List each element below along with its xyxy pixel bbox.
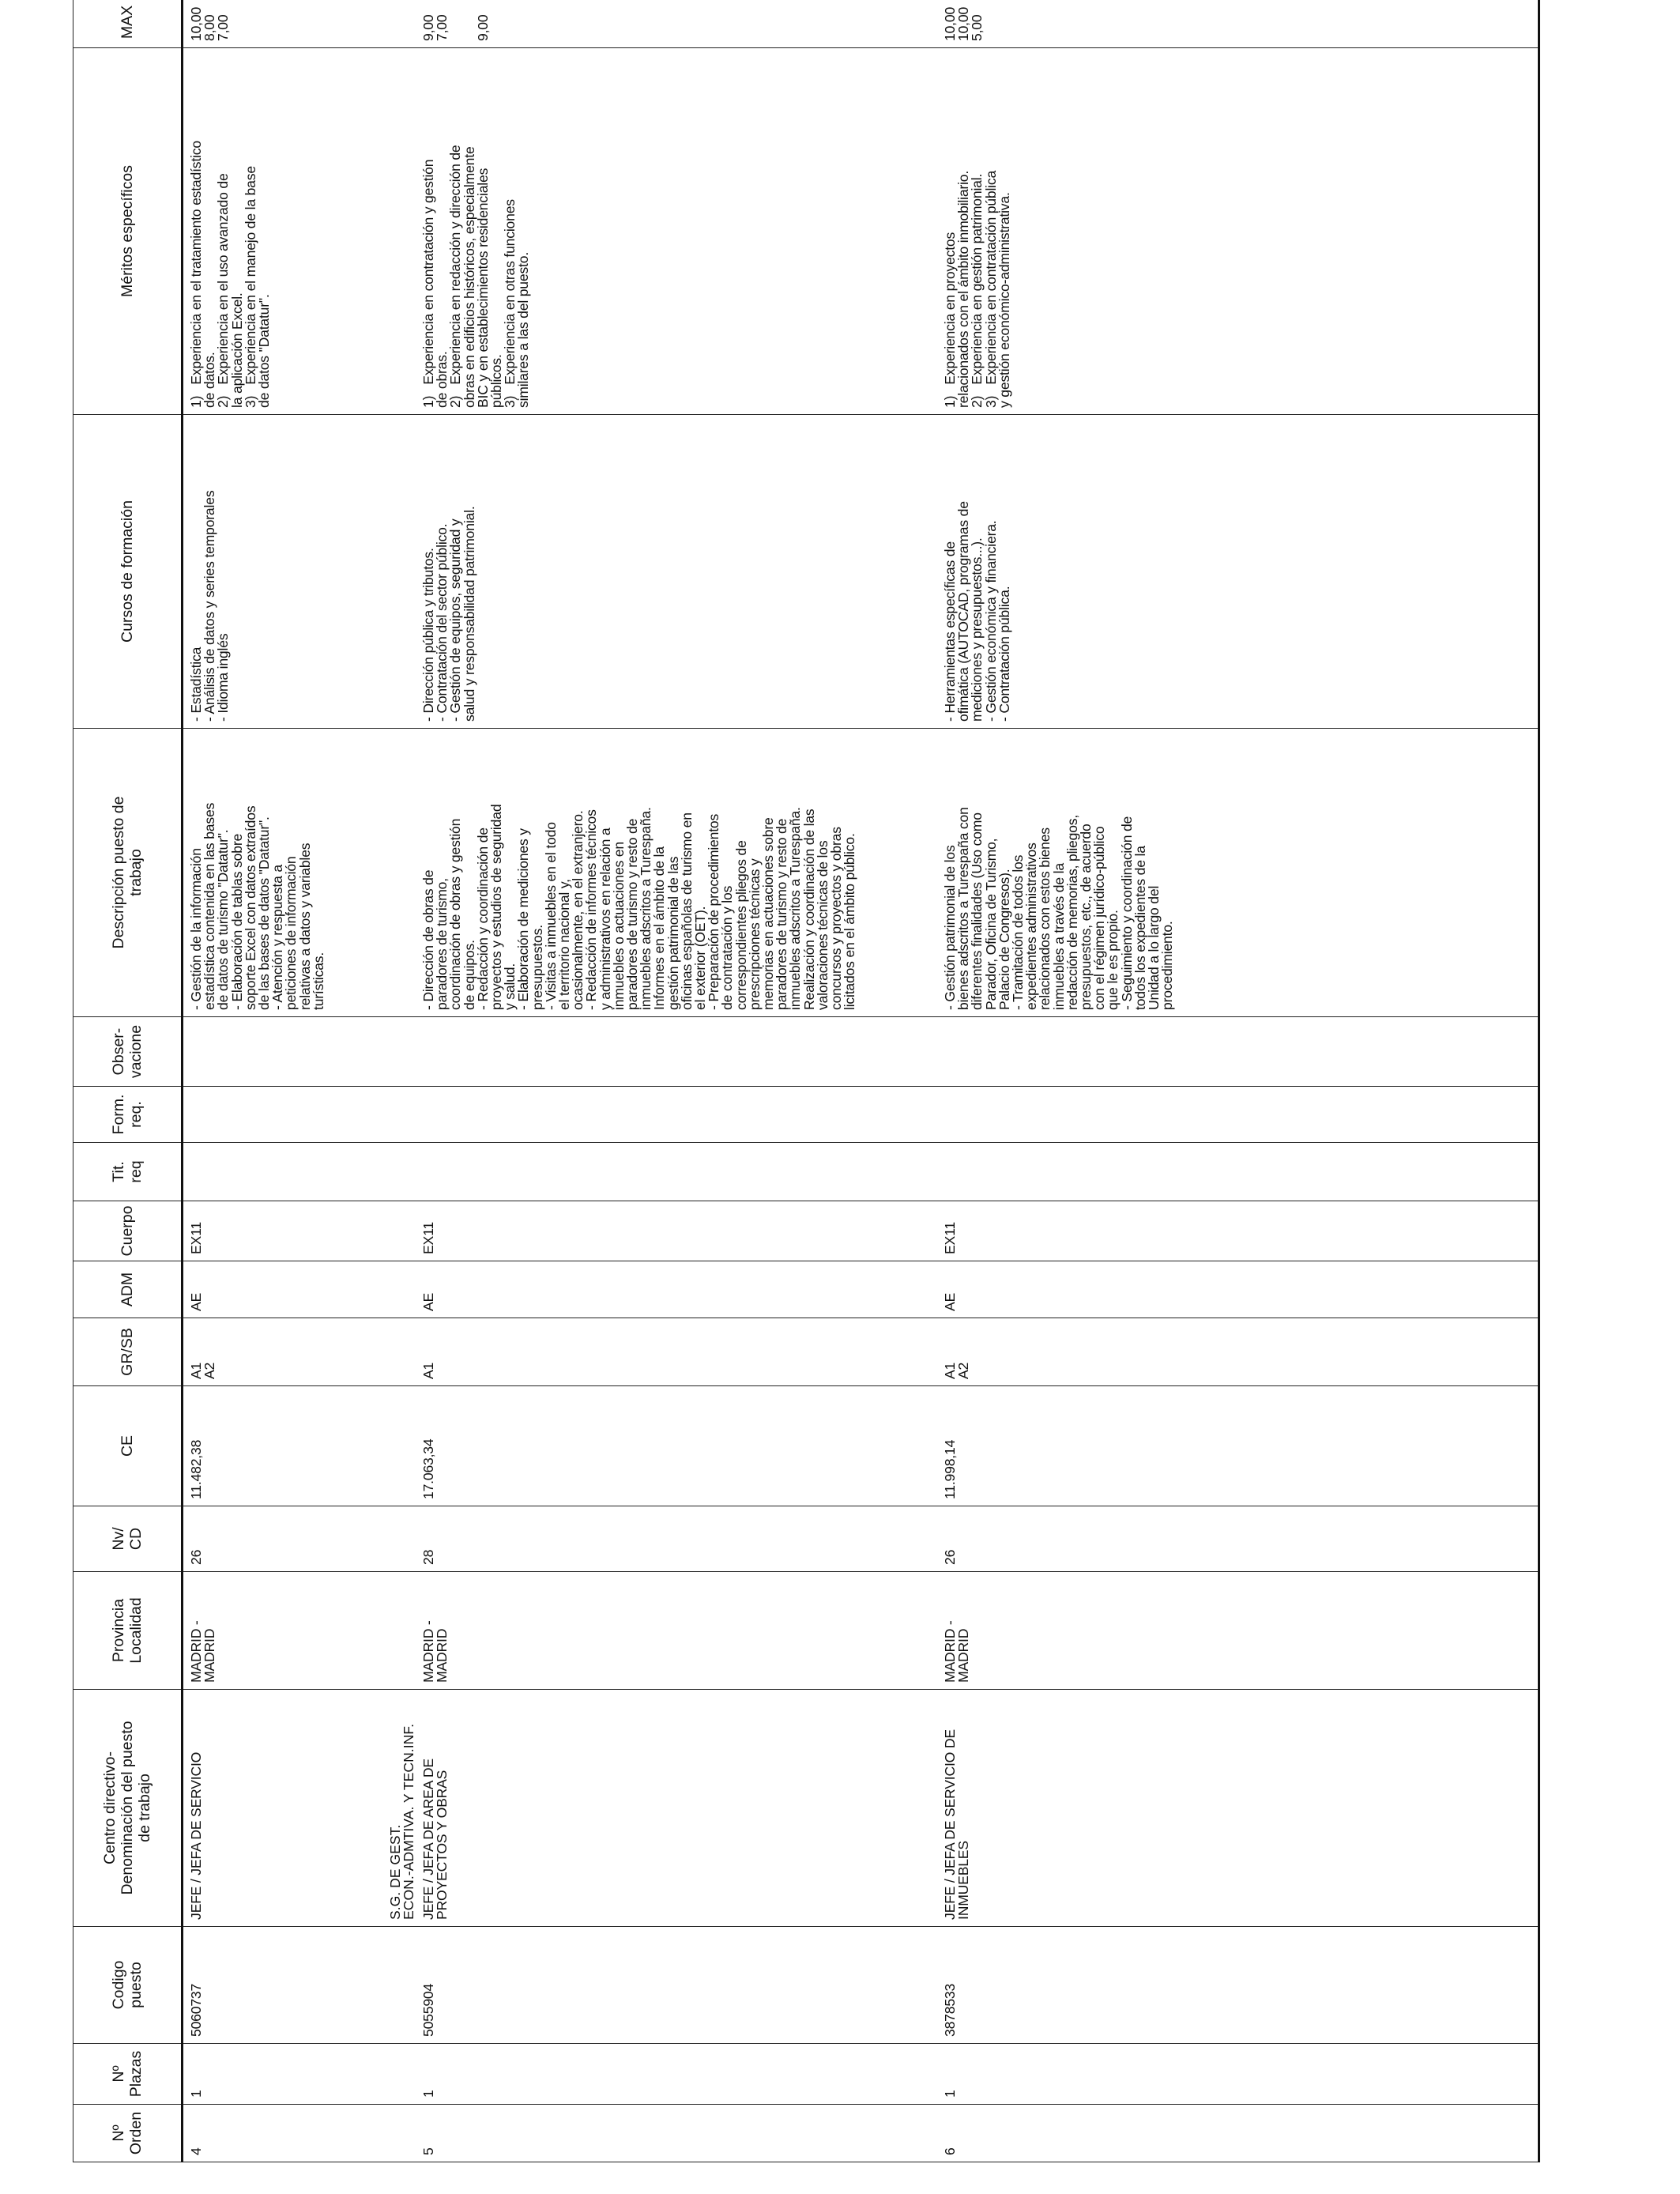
plazas-value: 1 (942, 2090, 958, 2098)
col-adm (183, 1261, 1539, 1318)
header-orden: Nº Orden (73, 2105, 183, 2162)
col-titulacion (183, 1143, 1539, 1201)
cuerpo-value: EX11 (188, 1222, 204, 1254)
ce-value: 17.063,34 (420, 1438, 436, 1499)
header-plazas: Nº Plazas (73, 2044, 183, 2105)
ce-value: 11.482,38 (188, 1439, 204, 1499)
cuerpo-value: EX11 (420, 1222, 436, 1254)
adm-value: AE (942, 1292, 958, 1311)
grupo-value: A1 (420, 1362, 436, 1379)
descripcion-value: - Dirección de obras de paradores de turismo, coordinación de obras y gestión de equipos. - Redacción y coordinación de proyectos y estudios de seguridad y salud. - Elaboración de mediciones y presupuestos. - Visitas a inmuebles en el todo el territorio nacional y, ocasionalmente, en el extranjero. - Redacción de informes técnicos y administrativos en relación a inmuebles o actuaciones en paradores de turismo y resto de inmuebles adscritos a Turespaña. Informes en el ámbito de la gestión patrimonial de las oficinas españolas de turismo en el exterior (OET). - Preparación de procedimientos de contratación y los correspondientes pliegos de prescripciones técnicas y memorias en actuaciones sobre paradores de turismo y resto de inmuebles adscritos a Turespaña. Realización y coordinación de las valoraciones técnicas de los concursos y proyectos y obras licitados en el ámbito público. (420, 804, 858, 1010)
col-grupo (183, 1318, 1539, 1386)
header-grupo: GR/SB (73, 1318, 183, 1386)
cursos-value: - Estadística - Análisis de datos y series temporales - Idioma inglés (188, 490, 232, 722)
header-observaciones: Obser- vacione (73, 1017, 183, 1087)
meritos-value: 1) Experiencia en proyectos relacionados con el ámbito inmobiliario. 2) Experiencia en gestión patrimonial. 3) Experiencia en contratación pública y gestión económico-administrativa. (942, 170, 1012, 408)
grupo-value: A1 A2 (188, 1362, 218, 1379)
header-max: MAX (73, 0, 183, 48)
orden-value: 4 (188, 2147, 204, 2155)
header-adm: ADM (73, 1261, 183, 1318)
ce-value: 11.998,14 (942, 1439, 958, 1499)
codigo-value: 5055904 (420, 1983, 436, 2037)
orden-value: 5 (420, 2147, 436, 2155)
header-codigo: Codigo puesto (73, 1927, 183, 2044)
header-cuerpo: Cuerpo (73, 1201, 183, 1261)
header-ce: CE (73, 1386, 183, 1506)
provincia-value: MADRID - MADRID (420, 1620, 450, 1683)
col-meritos (183, 48, 1539, 415)
cursos-value: - Dirección pública y tributos. - Contratación del sector público. - Gestión de equipos, seguridad y salud y responsabilidad patrimonial. (420, 506, 477, 722)
cursos-value: - Herramientas específicas de ofimática (AUTOCAD, programas de mediciones y presupuestos...). - Gestión económica y financiera. - Contratación pública. (942, 501, 1012, 722)
max-value: 10,00 8,00 7,00 (188, 6, 232, 41)
centro-value: JEFE / JEFA DE SERVICIO (188, 1751, 204, 1920)
adm-value: AE (420, 1292, 436, 1311)
max-value: 10,00 10,00 5,00 (942, 6, 985, 41)
col-observaciones (183, 1017, 1539, 1087)
nivel-value: 26 (942, 1549, 958, 1565)
descripcion-value: - Gestión patrimonial de los bienes adscritos a Turespaña con diferentes finalidades (Uso como Parador, Oficina de Turismo, Palacio de Congresos). - Tramitación de todos los expedientes administrativos relacionados con estos bienes inmuebles a través de la redacción de memorias, pliegos, presupuestos, etc., de acuerdo con el régimen jurídico-público que le es propio. - Seguimiento y coordinación de todos los expedientes de la Unidad a lo largo del procedimiento. (942, 807, 1176, 1010)
header-nivel: Nv/ CD (73, 1506, 183, 1572)
header-meritos: Méritos específicos (73, 48, 183, 415)
col-plazas (183, 2044, 1539, 2105)
codigo-value: 3878533 (942, 1983, 958, 2037)
col-centro (183, 1690, 1539, 1927)
nivel-value: 28 (420, 1549, 436, 1565)
col-nivel (183, 1506, 1539, 1572)
col-codigo (183, 1927, 1539, 2044)
centro-value: JEFE / JEFA DE SERVICIO DE INMUEBLES (942, 1729, 972, 1920)
descripcion-value: - Gestión de la información estadística contenida en las bases de datos de turismo "Datatur". - Elaboración de tablas sobre soporte Excel con datos extraídos de las bases de datos "Datatur". - Atención y respuesta a peticiones de información relativas a datos y variables turísticas. (188, 802, 326, 1010)
header-row (73, 0, 183, 2162)
header-provincia: Provincia Localidad (73, 1572, 183, 1690)
header-descripcion: Descripción puesto de trabajo (73, 729, 183, 1017)
header-titulacion: Tit. req (73, 1143, 183, 1201)
col-ce (183, 1386, 1539, 1506)
header-centro: Centro directivo- Denominación del puesto de trabajo (73, 1690, 183, 1927)
col-orden (183, 2105, 1539, 2162)
col-cursos (183, 415, 1539, 729)
provincia-value: MADRID - MADRID (188, 1620, 218, 1683)
adm-value: AE (188, 1292, 204, 1311)
col-provincia (183, 1572, 1539, 1690)
provincia-value: MADRID - MADRID (942, 1620, 972, 1683)
orden-value: 6 (942, 2147, 958, 2155)
col-descripcion (183, 729, 1539, 1017)
subdirection-label: S.G. DE GEST. ECON.-ADMTIVA. Y TECN.INF. (387, 1724, 417, 1920)
centro-value: JEFE / JEFA DE AREA DE PROYECTOS Y OBRAS (420, 1759, 450, 1920)
table-body (183, 0, 1539, 2162)
job-positions-table (73, 0, 1540, 2162)
plazas-value: 1 (420, 2090, 436, 2098)
meritos-value: 1) Experiencia en contratación y gestión de obras. 2) Experiencia en redacción y dirección de obras en edificios históricos, especialmente BIC y en establecimientos residenciales públicos. 3) Experiencia en otras funciones similares a las del puesto. (420, 145, 532, 408)
cuerpo-value: EX11 (942, 1222, 958, 1254)
header-formacion: Form. req. (73, 1087, 183, 1143)
plazas-value: 1 (188, 2090, 204, 2098)
codigo-value: 5060737 (188, 1983, 204, 2037)
max-value: 9,00 7,00 9,00 (420, 14, 491, 41)
col-max (183, 0, 1539, 48)
col-formacion (183, 1087, 1539, 1143)
meritos-value: 1) Experiencia en el tratamiento estadístico de datos. 2) Experiencia en el uso avanzado de la aplicación Excel. 3) Experiencia en el manejo de la base de datos "Datatur". (188, 141, 273, 408)
nivel-value: 26 (188, 1549, 204, 1565)
header-cursos: Cursos de formación (73, 415, 183, 729)
col-cuerpo (183, 1201, 1539, 1261)
grupo-value: A1 A2 (942, 1362, 972, 1379)
